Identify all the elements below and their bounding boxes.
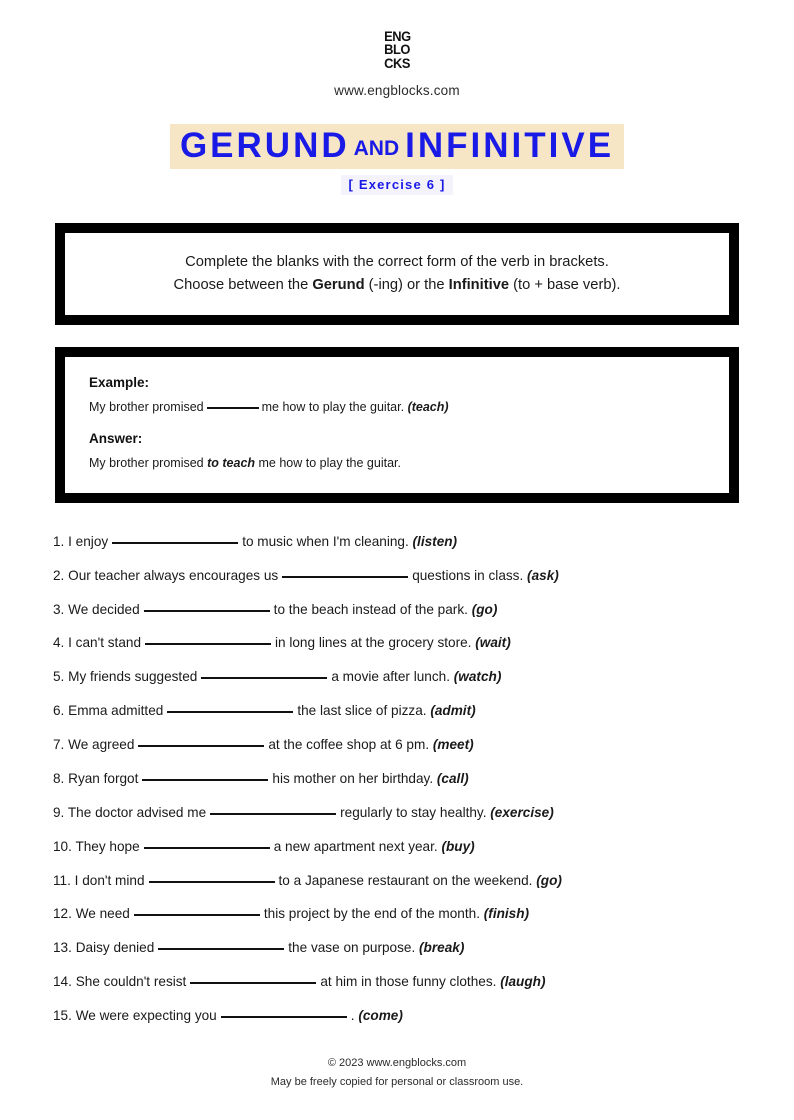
question-text-after-blank: to music when I'm cleaning.: [242, 533, 409, 549]
example-box-inner: [65, 357, 729, 493]
answer-blank[interactable]: [190, 982, 316, 984]
question-text-after-blank: a new apartment next year.: [273, 838, 438, 854]
answer-blank[interactable]: [201, 677, 327, 679]
question-text-before-blank: She couldn't resist: [75, 974, 187, 990]
page-header: [0, 0, 794, 98]
answer-filled-verb: to teach: [207, 456, 256, 471]
question-text-before-blank: My friends suggested: [68, 669, 198, 685]
question-text-before-blank: We agreed: [68, 737, 135, 753]
verb-cue: (exercise): [490, 804, 554, 820]
question-text-before-blank: Ryan forgot: [68, 770, 139, 786]
question-number: 12.: [53, 906, 72, 922]
question-text-after-blank: at him in those funny clothes.: [320, 974, 497, 990]
logo-line-2: BLO: [383, 41, 410, 58]
instruction-text-a: Choose between the: [173, 277, 313, 294]
instruction-text-c: (to + base verb).: [509, 277, 621, 294]
question-number: 6.: [53, 703, 65, 719]
question-text-before-blank: I can't stand: [68, 635, 141, 651]
instructions-box: [55, 223, 739, 325]
verb-cue: (ask): [527, 567, 559, 583]
question-text-after-blank: at the coffee shop at 6 pm.: [268, 737, 430, 753]
question-number: 7.: [53, 737, 65, 753]
verb-cue: (come): [358, 1007, 403, 1023]
question-text-before-blank: We decided: [68, 601, 140, 617]
question-row: [53, 567, 747, 585]
question-text-after-blank: his mother on her birthday.: [272, 770, 434, 786]
question-number: 14.: [53, 974, 72, 990]
question-row: [53, 770, 747, 788]
instruction-line-1: Complete the blanks with the correct form of the verb in brackets.: [185, 254, 609, 271]
answer-blank[interactable]: [167, 711, 293, 713]
example-sentence: [89, 399, 705, 417]
answer-blank[interactable]: [149, 881, 275, 883]
question-row: [53, 634, 747, 652]
question-number: 8.: [53, 770, 65, 786]
answer-blank[interactable]: [158, 948, 284, 950]
question-text-before-blank: Our teacher always encourages us: [68, 567, 279, 583]
question-number: 1.: [53, 533, 65, 549]
answer-heading: Answer:: [89, 431, 143, 447]
question-text-before-blank: Daisy denied: [75, 940, 155, 956]
answer-sentence: [89, 455, 705, 473]
engblocks-logo: [384, 30, 411, 70]
question-text-after-blank: this project by the end of the month.: [263, 906, 480, 922]
instructions-box-inner: [65, 233, 729, 315]
question-text-after-blank: to a Japanese restaurant on the weekend.: [278, 872, 533, 888]
question-text-after-blank: a movie after lunch.: [331, 669, 450, 685]
title-part-2: INFINITIVE: [405, 125, 615, 165]
logo-line-1: ENG: [383, 28, 411, 44]
page-footer: [0, 1054, 794, 1093]
question-text-before-blank: They hope: [75, 838, 140, 854]
verb-cue: (wait): [475, 635, 511, 651]
title-part-1: GERUND: [179, 125, 350, 165]
example-sentence-post: me how to play the guitar.: [261, 399, 405, 414]
verb-cue: (laugh): [500, 974, 546, 990]
title-conjunction: AND: [353, 136, 400, 160]
answer-blank[interactable]: [144, 847, 270, 849]
question-text-before-blank: I enjoy: [68, 533, 109, 549]
instruction-bold-gerund: Gerund: [312, 277, 365, 294]
question-number: 4.: [53, 635, 65, 651]
example-verb-cue: (teach): [407, 399, 449, 414]
question-text-before-blank: We need: [75, 906, 130, 922]
worksheet-title-container: [0, 124, 794, 170]
question-row: [53, 668, 747, 686]
question-number: 2.: [53, 567, 65, 583]
answer-sentence-post: me how to play the guitar.: [255, 456, 401, 471]
verb-cue: (go): [536, 872, 562, 888]
site-url: www.engblocks.com: [334, 82, 460, 98]
footer-notice: May be freely copied for personal or classroom use.: [270, 1075, 524, 1088]
exercise-subtitle: [ Exercise 6 ]: [341, 175, 452, 195]
answer-blank[interactable]: [145, 643, 271, 645]
answer-blank[interactable]: [221, 1016, 347, 1018]
instruction-text-b: (-ing) or the: [364, 277, 449, 294]
question-text-after-blank: in long lines at the grocery store.: [275, 635, 472, 651]
verb-cue: (finish): [483, 906, 530, 922]
example-heading: Example:: [89, 374, 150, 390]
footer-copyright: © 2023 www.engblocks.com: [327, 1056, 467, 1069]
answer-blank[interactable]: [210, 813, 336, 815]
question-number: 15.: [53, 1007, 72, 1023]
question-text-after-blank: .: [350, 1007, 355, 1023]
question-number: 3.: [53, 601, 65, 617]
answer-blank[interactable]: [282, 576, 408, 578]
question-number: 11.: [53, 872, 71, 888]
verb-cue: (meet): [432, 737, 474, 753]
question-number: 13.: [53, 940, 72, 956]
question-text-after-blank: questions in class.: [412, 567, 524, 583]
question-number: 10.: [53, 838, 72, 854]
question-row: [53, 838, 747, 856]
question-number: 5.: [53, 669, 65, 685]
example-sentence-pre: My brother promised: [89, 399, 204, 414]
example-box: [55, 347, 739, 503]
question-text-after-blank: the last slice of pizza.: [297, 703, 427, 719]
instruction-line-2: [85, 274, 709, 297]
answer-blank[interactable]: [142, 779, 268, 781]
question-text-after-blank: the vase on purpose.: [288, 940, 416, 956]
worksheet-subtitle-container: [0, 175, 794, 195]
question-row: [53, 905, 747, 923]
question-row: [53, 804, 747, 822]
example-blank: [207, 407, 259, 409]
question-text-before-blank: I don't mind: [74, 872, 145, 888]
question-number: 9.: [53, 804, 65, 820]
question-row: [53, 939, 747, 957]
question-text-before-blank: The doctor advised me: [67, 804, 207, 820]
logo-line-3: CKS: [383, 54, 410, 71]
question-row: [53, 973, 747, 991]
instruction-bold-infinitive: Infinitive: [448, 277, 510, 294]
page-title: [170, 124, 624, 170]
question-row: [53, 601, 747, 619]
verb-cue: (listen): [412, 533, 458, 549]
answer-blank[interactable]: [138, 745, 264, 747]
question-row: [53, 533, 747, 551]
verb-cue: (go): [471, 601, 498, 617]
verb-cue: (call): [436, 770, 469, 786]
question-row: [53, 702, 747, 720]
verb-cue: (buy): [441, 838, 475, 854]
answer-blank[interactable]: [144, 610, 270, 612]
question-row: [53, 872, 747, 890]
answer-blank[interactable]: [134, 914, 260, 916]
question-text-before-blank: Emma admitted: [68, 703, 164, 719]
answer-sentence-pre: My brother promised: [89, 456, 208, 471]
verb-cue: (admit): [430, 703, 476, 719]
question-row: [53, 736, 747, 754]
question-text-before-blank: We were expecting you: [75, 1007, 217, 1023]
answer-blank[interactable]: [112, 542, 238, 544]
verb-cue: (watch): [453, 669, 502, 685]
question-text-after-blank: to the beach instead of the park.: [273, 601, 468, 617]
question-row: [53, 1007, 747, 1025]
questions-list: [47, 533, 747, 1025]
question-text-after-blank: regularly to stay healthy.: [340, 804, 487, 820]
verb-cue: (break): [419, 940, 465, 956]
